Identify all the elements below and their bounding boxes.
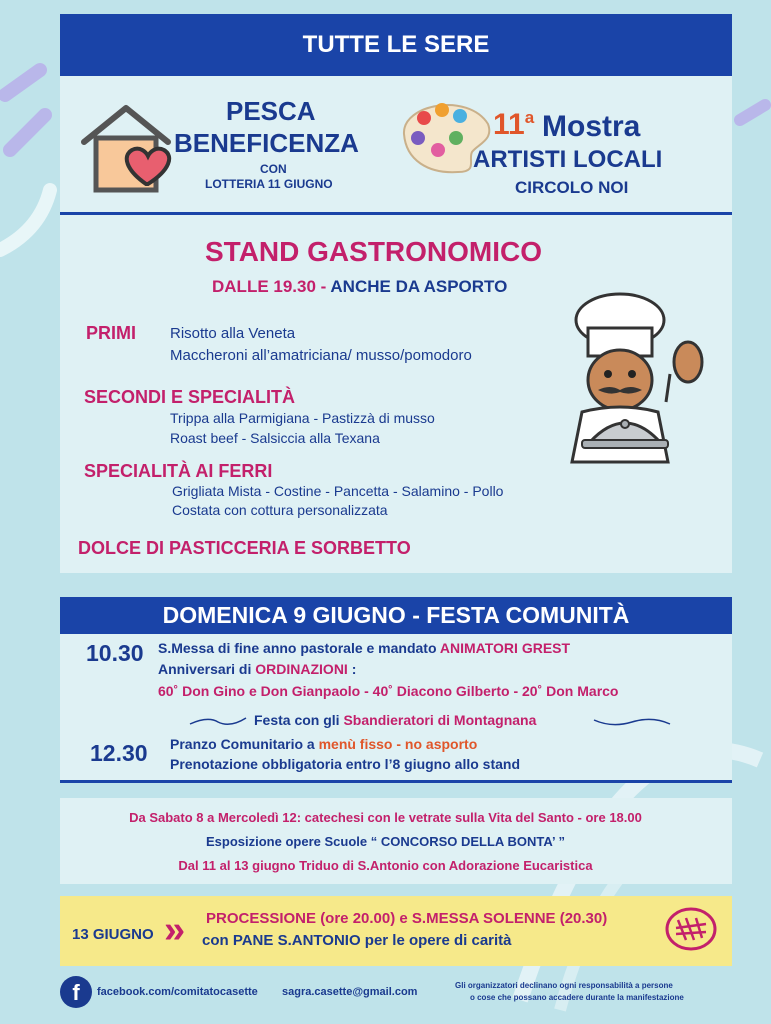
domenica-banner <box>60 597 732 634</box>
ordinazioni-names: 60˚ Don Gino e Don Gianpaolo - 40˚ Diacono Gilberto - 20˚ Don Marco <box>158 683 619 699</box>
artisti-locali: ARTISTI LOCALI <box>473 146 663 173</box>
pane-line: con PANE S.ANTONIO per le opere di carità <box>202 932 512 949</box>
event-item: Esposizione opere Scuole “ CONCORSO DELLA BONTA’ ” <box>206 834 565 849</box>
messa-line: S.Messa di fine anno pastorale e mandato ANIMATORI GREST <box>158 640 571 656</box>
primi-item: Maccheroni all’amatriciana/ musso/pomodoro <box>170 347 472 364</box>
time-1030: 10.30 <box>86 640 144 666</box>
stand-subtitle: DALLE 19.30 - ANCHE DA ASPORTO <box>212 277 508 296</box>
event-item: Dal 11 al 13 giugno Triduo di S.Antonio con Adorazione Eucaristica <box>178 858 593 873</box>
double-chevron-icon: » <box>164 909 186 951</box>
chef-illustration <box>560 292 720 472</box>
mostra-title: Mostra <box>542 110 641 143</box>
divider-2 <box>60 780 732 783</box>
disclaimer-line: o cose che possano accadere durante la manifestazione <box>470 993 684 1002</box>
beneficenza-title: BENEFICENZA <box>174 128 359 158</box>
ferri-item: Grigliata Mista - Costine - Pancetta - Salamino - Pollo <box>172 483 504 499</box>
giugno13-date: 13 GIUGNO <box>72 926 154 943</box>
facebook-icon[interactable]: f <box>60 976 92 1008</box>
bread-icon <box>664 906 718 952</box>
primi-label: PRIMI <box>86 323 137 343</box>
domenica-title: DOMENICA 9 GIUGNO - FESTA COMUNITÀ <box>162 602 630 628</box>
anniversari-line: Anniversari di ORDINAZIONI : <box>158 661 357 677</box>
email-link[interactable]: sagra.casette@gmail.com <box>282 986 418 998</box>
lotteria-date: LOTTERIA 11 GIUGNO <box>205 177 333 191</box>
facebook-link[interactable]: facebook.com/comitatocasette <box>97 986 258 998</box>
disclaimer-line: Gli organizzatori declinano ogni responsabilità a persone <box>455 981 673 990</box>
sbandieratori-line: Festa con gli Sbandieratori di Montagnana <box>254 712 537 728</box>
pesca-con: CON <box>260 162 287 176</box>
swash-left <box>188 716 248 728</box>
secondi-item: Trippa alla Parmigiana - Pastizzà di musso <box>170 410 435 426</box>
ferri-item: Costata con cottura personalizzata <box>172 502 388 518</box>
mostra-number: 11$^a$ <box>493 108 535 141</box>
pranzo-line: Pranzo Comunitario a menù fisso - no asporto <box>170 736 478 752</box>
secondi-item: Roast beef - Salsiccia alla Texana <box>170 430 380 446</box>
event-item: Da Sabato 8 a Mercoledì 12: catechesi con le vetrate sulla Vita del Santo - ore 18.00 <box>129 810 642 825</box>
pesca-title: PESCA <box>226 96 316 126</box>
secondi-label: SECONDI E SPECIALITÀ <box>84 387 296 407</box>
primi-item: Risotto alla Veneta <box>170 325 296 342</box>
circolo-noi: CIRCOLO NOI <box>515 178 629 197</box>
dolce-label: DOLCE DI PASTICCERIA E SORBETTO <box>78 538 411 558</box>
swash-right <box>592 716 672 728</box>
top-banner <box>60 14 732 76</box>
processione-line: PROCESSIONE (ore 20.00) e S.MESSA SOLENNE (20.30) <box>206 910 608 927</box>
ferri-label: SPECIALITÀ AI FERRI <box>84 461 273 481</box>
top-banner-text: TUTTE LE SERE <box>302 31 490 58</box>
prenotazione-line: Prenotazione obbligatoria entro l’8 giugno allo stand <box>170 756 521 772</box>
processione-panel <box>60 896 732 966</box>
house-heart-icon <box>76 102 176 197</box>
stand-title: STAND GASTRONOMICO <box>205 236 543 267</box>
time-1230: 12.30 <box>90 740 148 766</box>
